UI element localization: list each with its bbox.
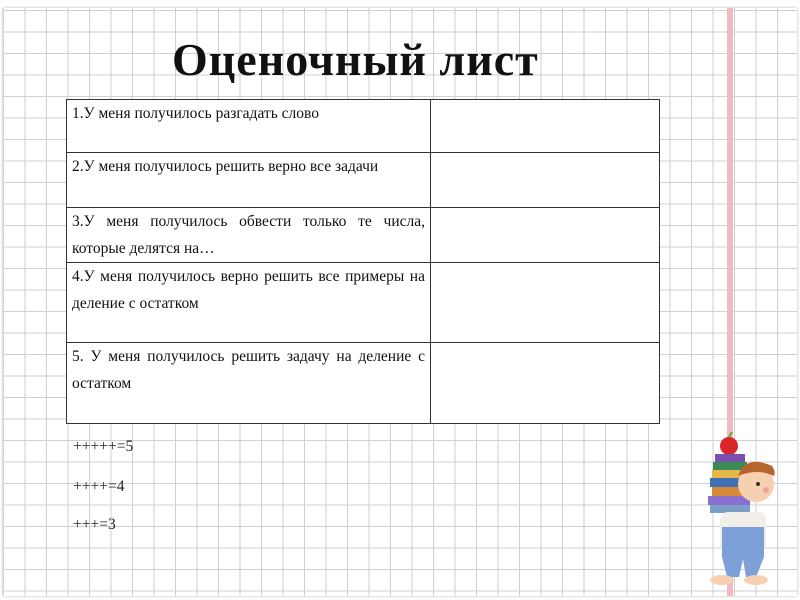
page-title: Оценочный лист — [172, 34, 539, 85]
table-row — [67, 263, 660, 343]
criterion-cell: 4.У меня получилось верно решить все примеры на деление с остатком — [67, 263, 431, 343]
mark-cell[interactable] — [431, 153, 660, 208]
score-legend-5: +++++=5 — [73, 438, 134, 455]
criterion-cell: 3.У меня получилось обвести только те числа, которые делятся на… — [67, 208, 431, 263]
criterion-cell: 5. У меня получилось решить задачу на деление с остатком — [67, 343, 431, 424]
table-row — [67, 208, 660, 263]
mark-cell[interactable] — [431, 100, 660, 153]
score-legend-3: +++=3 — [73, 516, 116, 533]
boy-with-books-illustration — [698, 432, 788, 587]
score-legend-4: ++++=4 — [73, 478, 125, 495]
criterion-cell: 1.У меня получилось разгадать слово — [67, 100, 431, 153]
assessment-table — [66, 99, 660, 424]
mark-cell[interactable] — [431, 343, 660, 424]
table-row — [67, 343, 660, 424]
table-row — [67, 153, 660, 208]
mark-cell[interactable] — [431, 208, 660, 263]
criterion-cell: 2.У меня получилось решить верно все задачи — [67, 153, 431, 208]
table-row — [67, 100, 660, 153]
mark-cell[interactable] — [431, 263, 660, 343]
